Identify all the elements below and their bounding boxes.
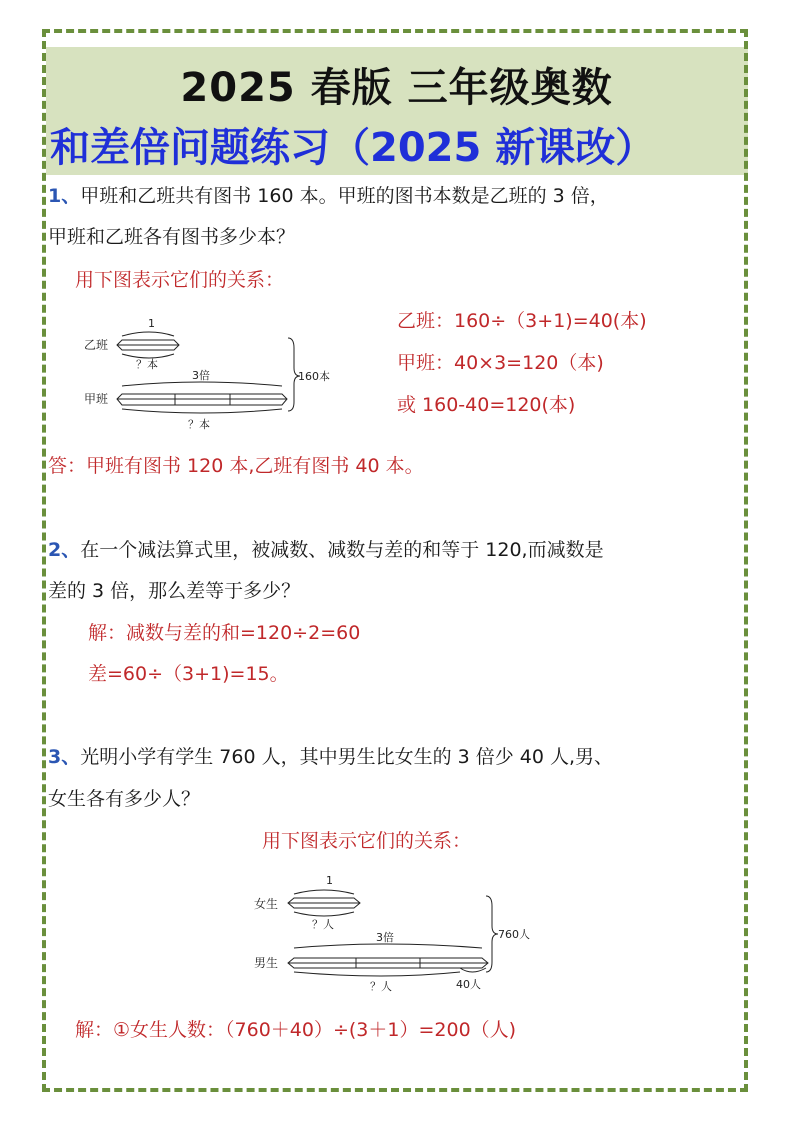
q3-number: 3	[48, 746, 62, 768]
q3-total-brace	[486, 896, 498, 972]
q3-row2-top: 3倍	[376, 931, 394, 944]
q3-diagram	[250, 868, 550, 994]
q3-row2-label: 男生	[254, 956, 279, 970]
q1-answer: 答：甲班有图书 120 本,乙班有图书 40 本。	[48, 455, 424, 477]
q2-text1: 在一个减法算式里，被减数、减数与差的和等于 120,而减数是	[80, 539, 604, 561]
q2-sep: 、	[61, 539, 81, 561]
q2-line2: 差的 3 倍，那么差等于多少？	[48, 580, 301, 602]
q1-sep: 、	[61, 185, 81, 207]
q3-brace1	[294, 890, 354, 894]
q1-row2-bottom: ？本	[188, 418, 210, 431]
q1-row2-top: 3倍	[192, 369, 210, 382]
q1-row1-bottom: ？本	[136, 358, 158, 371]
q3-brace2	[294, 944, 482, 948]
q3-hint: 用下图表示它们的关系：	[262, 830, 472, 852]
q3-text1: 光明小学有学生 760 人，其中男生比女生的 3 倍少 40 人,男、	[80, 746, 614, 768]
q1-line1	[48, 183, 609, 209]
q1-solution2: 甲班：40×3=120（本)	[397, 352, 604, 374]
q3-sep: 、	[61, 746, 81, 768]
page-title: 2025 春版 三年级奥数	[180, 65, 613, 111]
q3-line2: 女生各有多少人？	[48, 788, 201, 810]
q1-row2-label: 甲班	[84, 392, 109, 406]
q3-row1-label: 女生	[254, 897, 279, 911]
q3-brace2b	[294, 972, 460, 976]
page-subtitle: 和差倍问题练习（2025 新课改）	[50, 125, 656, 171]
q1-hint: 用下图表示它们的关系：	[75, 269, 285, 291]
q1-number: 1	[48, 185, 62, 207]
q2-number: 2	[48, 539, 62, 561]
q3-row1-top: 1	[326, 874, 333, 887]
q3-row2-bottom: ？人	[370, 980, 392, 993]
q3-solution1: 解：①女生人数：（760＋40）÷(3＋1）=200（人)	[75, 1019, 517, 1041]
q3-line1	[48, 744, 613, 770]
q1-diagram	[80, 312, 350, 434]
q1-line2: 甲班和乙班各有图书多少本？	[48, 226, 296, 248]
q2-line1	[48, 537, 604, 563]
q1-text1: 甲班和乙班共有图书 160 本。甲班的图书本数是乙班的 3 倍，	[80, 185, 609, 207]
q3-gap-brace	[460, 968, 486, 972]
q1-brace2	[122, 382, 282, 386]
q1-row1-top: 1	[148, 317, 155, 330]
q1-row1-label: 乙班	[84, 338, 109, 352]
q3-total: 760人	[498, 928, 530, 941]
q1-solution3: 或 160-40=120(本)	[397, 394, 576, 416]
q3-brace1b	[294, 912, 354, 916]
q3-row1-bottom: ？人	[312, 918, 334, 931]
q1-brace1	[122, 332, 174, 336]
q1-solution1: 乙班：160÷（3+1)=40(本)	[397, 310, 647, 332]
q2-solution2: 差=60÷（3+1)=15。	[88, 663, 289, 685]
q1-brace2b	[122, 409, 282, 413]
q1-total: 160本	[298, 370, 330, 383]
q2-solution1: 解：减数与差的和=120÷2=60	[88, 622, 361, 644]
q3-gap-label: 40人	[456, 978, 481, 991]
